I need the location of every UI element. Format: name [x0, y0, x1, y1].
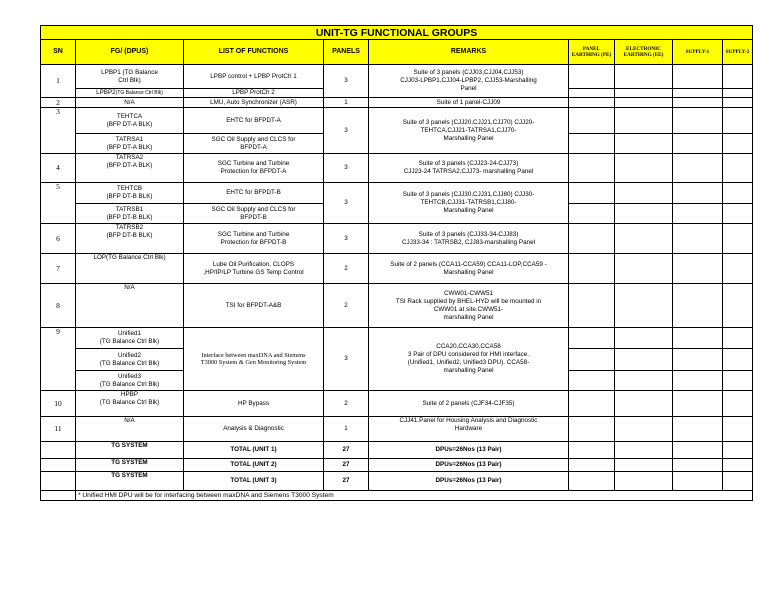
cell-function: EHTC for BFPDT-B [184, 183, 324, 204]
total-panels: 27 [324, 472, 369, 491]
cell-supply-1 [673, 224, 723, 254]
header-sn: SN [41, 40, 76, 65]
cell-supply-1 [673, 349, 723, 371]
cell-ee [615, 349, 673, 371]
cell-sn [41, 472, 76, 491]
cell-function: Interface between maxDNA and Siemens T3000 System & Gen Monitoring System [184, 328, 324, 391]
cell-function: TSI for BFPDT-A&B [184, 284, 324, 328]
cell-ee [615, 134, 673, 154]
cell-function: LMU, Auto Synchronizer (ASR) [184, 98, 324, 108]
cell-supply-2 [723, 459, 753, 472]
cell-remarks: CWW01-CWW51 TSI Rack supplied by BHEL-HYD will be mounted in CWW01 at site.CWW51- marshalling Panel [369, 284, 569, 328]
table-row [41, 224, 753, 254]
total-panels: 27 [324, 442, 369, 459]
cell-sn: 6 [41, 224, 76, 254]
cell-ee [615, 371, 673, 391]
total-row [41, 459, 753, 472]
cell-ee [615, 224, 673, 254]
cell-panels: 2 [324, 284, 369, 328]
header-supply-1: SUPPLY-1 [673, 40, 723, 65]
cell-panels: 1 [324, 417, 369, 442]
cell-supply-1 [673, 417, 723, 442]
cell-supply-1 [673, 284, 723, 328]
table-row [41, 284, 753, 328]
cell-ee [615, 98, 673, 108]
total-label: TOTAL (UNIT 3) [184, 472, 324, 491]
cell-function: Lube Oil Purification, CLOPS ,HP/IP/LP Turbine GS Temp Control [184, 254, 324, 284]
cell-fg: TATRSB1 (BFP DT-B BLK) [76, 204, 184, 224]
cell-fg: LPBP1 (TG Balance Ctrl Blk) [76, 65, 184, 89]
header-row [41, 40, 753, 65]
table-row [41, 183, 753, 204]
cell-supply-1 [673, 371, 723, 391]
cell-fg: TATRSA2 (BFP DT-A BLK) [76, 154, 184, 183]
cell-fg: TATRSB2 (BFP DT-B BLK) [76, 224, 184, 254]
cell-pe [569, 65, 615, 89]
cell-supply-1 [673, 89, 723, 98]
cell-fg: LOP(TG Balance Ctrl Blk) [76, 254, 184, 284]
total-dpus: DPUs=26Nos (13 Pair) [369, 472, 569, 491]
cell-supply-2 [723, 65, 753, 89]
cell-supply-2 [723, 108, 753, 134]
cell-pe [569, 108, 615, 134]
cell-ee [615, 154, 673, 183]
cell-fg: TATRSA1 (BFP DT-A BLK) [76, 134, 184, 154]
cell-remarks: Suite of 2 panels (CJF34-CJF35) [369, 391, 569, 417]
cell-ee [615, 472, 673, 491]
cell-supply-1 [673, 134, 723, 154]
header-remarks: REMARKS [369, 40, 569, 65]
cell-ee [615, 459, 673, 472]
cell-panels: 1 [324, 98, 369, 108]
table-row [41, 108, 753, 134]
cell-sn [41, 442, 76, 459]
header-supply-2: SUPPLY-2 [723, 40, 753, 65]
cell-ee [615, 328, 673, 349]
cell-supply-2 [723, 89, 753, 98]
fg-name: LPBP2 [96, 89, 116, 96]
cell-supply-2 [723, 154, 753, 183]
cell-remarks: Suite of 3 panels (CJJ23-24-CJJ73) CJJ23-24 TATRSA2,CJJ73- marshalling Panel [369, 154, 569, 183]
functional-groups-table [40, 25, 753, 501]
cell-sn: 2 [41, 98, 76, 108]
fg-note: (TG Balance Ctrl Blk) [115, 90, 163, 96]
cell-function: Analysis & Diagnostic [184, 417, 324, 442]
total-row [41, 442, 753, 459]
table-row [41, 417, 753, 442]
cell-remarks: Suite of 3 panels (CJJ30,CJJ31,CJJ80) CJJ30- TEHTCB,CJJ31-TATRSB1,CJJ80- Marshalling Panel [369, 183, 569, 224]
footnote: * Unified HMI DPU will be for interfacing between maxDNA and Siemens T3000 System [76, 491, 753, 501]
header-panel-earthing: PANEL EARTHING (PE) [569, 40, 615, 65]
cell-fg: TG SYSTEM [76, 472, 184, 491]
cell-pe [569, 442, 615, 459]
cell-pe [569, 417, 615, 442]
total-dpus: DPUs=26Nos (13 Pair) [369, 442, 569, 459]
cell-pe [569, 183, 615, 204]
cell-supply-2 [723, 254, 753, 284]
cell-panels: 2 [324, 254, 369, 284]
table-row [41, 328, 753, 349]
cell-sn: 4 [41, 154, 76, 183]
cell-function: EHTC for BFPDT-A [184, 108, 324, 134]
cell-ee [615, 108, 673, 134]
cell-supply-1 [673, 98, 723, 108]
cell-remarks: Suite of 3 panels (CJJ03,CJJ04,CJJ53) CJJ03-LPBP1,CJJ04-LPBP2, CJJ53-Marshalling Panel [369, 65, 569, 98]
cell-pe [569, 98, 615, 108]
cell-fg: Unified2 (TG Balance Ctrl Blk) [76, 349, 184, 371]
cell-pe [569, 134, 615, 154]
cell-ee [615, 417, 673, 442]
cell-sn [41, 459, 76, 472]
cell-supply-2 [723, 417, 753, 442]
cell-supply-2 [723, 224, 753, 254]
cell-sn: 1 [41, 65, 76, 98]
header-fg: FG/ (DPUS) [76, 40, 184, 65]
cell-fg: TG SYSTEM [76, 459, 184, 472]
cell-pe [569, 204, 615, 224]
cell-ee [615, 284, 673, 328]
cell-supply-2 [723, 472, 753, 491]
header-functions: LIST OF FUNCTIONS [184, 40, 324, 65]
cell-ee [615, 65, 673, 89]
cell-panels: 3 [324, 108, 369, 154]
cell-supply-2 [723, 442, 753, 459]
cell-supply-2 [723, 134, 753, 154]
cell-sn: 7 [41, 254, 76, 284]
total-dpus: DPUs=26Nos (13 Pair) [369, 459, 569, 472]
cell-pe [569, 154, 615, 183]
cell-panels: 3 [324, 224, 369, 254]
cell-ee [615, 254, 673, 284]
total-row [41, 472, 753, 491]
cell-ee [615, 183, 673, 204]
total-label: TOTAL (UNIT 1) [184, 442, 324, 459]
cell-pe [569, 459, 615, 472]
cell-function: LPBP control + LPBP ProtCh 1 [184, 65, 324, 89]
header-panels: PANELS [324, 40, 369, 65]
cell-pe [569, 472, 615, 491]
table-row [41, 154, 753, 183]
cell-supply-2 [723, 98, 753, 108]
cell-panels: 3 [324, 154, 369, 183]
cell-fg: TG SYSTEM [76, 442, 184, 459]
total-panels: 27 [324, 459, 369, 472]
cell-remarks: CJJ41.Panel for Housing Analysis and Diagnostic Hardware [369, 417, 569, 442]
cell-fg: Unified3 (TG Balance Ctrl Blk) [76, 371, 184, 391]
cell-remarks: Suite of 2 panels (CCA11-CCA59) CCA11-LOP,CCA59 - Marshalling Panel [369, 254, 569, 284]
cell-ee [615, 442, 673, 459]
cell-ee [615, 391, 673, 417]
cell-supply-1 [673, 65, 723, 89]
total-label: TOTAL (UNIT 2) [184, 459, 324, 472]
cell-panels: 3 [324, 328, 369, 391]
cell-remarks: Suite of 3 panels (CJJ20,CJJ21,CJJ70) CJJ20- TEHTCA,CJJ21-TATRSA1,CJJ70- Marshalling Panel [369, 108, 569, 154]
cell-function: HP Bypass [184, 391, 324, 417]
cell-sn: 3 [41, 108, 76, 154]
cell-supply-2 [723, 391, 753, 417]
cell-fg: N/A [76, 98, 184, 108]
cell-fg: Unified1 (TG Balance Ctrl Blk) [76, 328, 184, 349]
cell-ee [615, 204, 673, 224]
cell-supply-2 [723, 284, 753, 328]
cell-sn: 5 [41, 183, 76, 224]
cell-supply-2 [723, 371, 753, 391]
cell-sn: 11 [41, 417, 76, 442]
cell-pe [569, 349, 615, 371]
cell-panels: 3 [324, 65, 369, 98]
cell-pe [569, 254, 615, 284]
footnote-row [41, 491, 753, 501]
sheet-title: UNIT-TG FUNCTIONAL GROUPS [41, 26, 753, 40]
cell-fg: HPBP (TG Balance Ctrl Blk) [76, 391, 184, 417]
cell-supply-1 [673, 254, 723, 284]
cell-panels: 3 [324, 183, 369, 224]
table-row [41, 65, 753, 89]
cell-supply-1 [673, 472, 723, 491]
cell-supply-1 [673, 328, 723, 349]
cell-sn: 9 [41, 328, 76, 391]
cell-pe [569, 89, 615, 98]
cell-supply-1 [673, 204, 723, 224]
header-electronic-earthing: ELECTRONIC EARTHING (EE) [615, 40, 673, 65]
spreadsheet [40, 25, 753, 501]
cell-fg [76, 89, 184, 98]
cell-pe [569, 391, 615, 417]
cell-fg: N/A [76, 284, 184, 328]
cell-pe [569, 224, 615, 254]
cell-remarks: Suite of 3 panels (CJJ33-34-CJJ83) CJJ33-34 : TATRSB2, CJJ83-marshalling Panel [369, 224, 569, 254]
cell-sn [41, 491, 76, 501]
cell-supply-1 [673, 154, 723, 183]
cell-function: SGC Turbine and Turbine Protection for BFPDT-B [184, 224, 324, 254]
cell-fg: TEHTCA (BFP DT-A BLK) [76, 108, 184, 134]
cell-fg: N/A [76, 417, 184, 442]
cell-remarks: CCA20,CCA30,CCA58 3 Pair of DPU considered for HMI interface. (Unified1, Unified2, Unified3 DPU). CCA58- marshalling Panel [369, 328, 569, 391]
cell-ee [615, 89, 673, 98]
cell-remarks: Suite of 1 panel-CJJ09 [369, 98, 569, 108]
cell-fg: TEHTCB (BFP DT-B BLK) [76, 183, 184, 204]
cell-supply-1 [673, 108, 723, 134]
cell-supply-2 [723, 349, 753, 371]
table-row [41, 98, 753, 108]
cell-function: SGC Oil Supply and CLCS for BFPDT-B [184, 204, 324, 224]
cell-pe [569, 328, 615, 349]
table-row [41, 391, 753, 417]
cell-supply-2 [723, 204, 753, 224]
cell-supply-1 [673, 442, 723, 459]
cell-function: SGC Turbine and Turbine Protection for BFPDT-A [184, 154, 324, 183]
cell-supply-1 [673, 183, 723, 204]
cell-sn: 10 [41, 391, 76, 417]
cell-function: LPBP ProtCh 2 [184, 89, 324, 98]
cell-supply-1 [673, 459, 723, 472]
cell-supply-2 [723, 328, 753, 349]
cell-panels: 2 [324, 391, 369, 417]
cell-supply-2 [723, 183, 753, 204]
cell-pe [569, 284, 615, 328]
cell-supply-1 [673, 391, 723, 417]
cell-function: SGC Oil Supply and CLCS for BFPDT-A [184, 134, 324, 154]
cell-pe [569, 371, 615, 391]
cell-sn: 8 [41, 284, 76, 328]
table-row [41, 254, 753, 284]
